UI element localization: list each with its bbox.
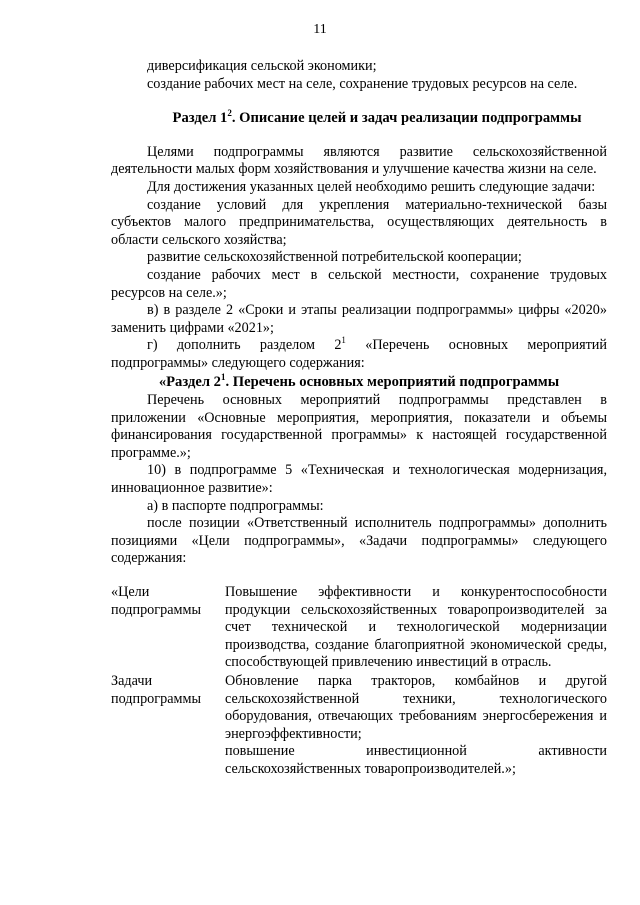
paragraph: а) в паспорте подпрограммы: [147, 497, 324, 514]
paragraph: после позиции «Ответственный исполнитель подпрограммы» дополнить позициями «Цели подпрограммы», «Задачи подпрограммы» следующего содержания: [111, 515, 607, 567]
document-body [111, 58, 607, 779]
heading-superscript: 1 [220, 371, 226, 382]
paragraph: создание рабочих мест на селе, сохранение трудовых ресурсов на селе. [147, 75, 578, 92]
page-number: 11 [313, 22, 327, 37]
tasks-text [225, 673, 607, 779]
paragraph: Перечень основных мероприятий подпрограммы представлен в приложении «Основные мероприятия, мероприятия, показатели и объемы финансирования государственной программы» к настоящей государственной программе.»; [111, 392, 607, 461]
paragraph: Для достижения указанных целей необходимо решить следующие задачи: [147, 178, 596, 195]
section-heading-2 [111, 371, 607, 392]
tasks-paragraph: повышение инвестиционной активности сельскохозяйственных товаропроизводителей.»; [225, 743, 607, 777]
paragraph: 10) в подпрограмме 5 «Техническая и технологическая модернизация, инновационное развитие»: [111, 462, 607, 497]
paragraph: Целями подпрограммы являются развитие сельскохозяйственной деятельности малых форм хозяйствования и улучшение качества жизни на селе. [111, 143, 607, 178]
section-heading-1 [111, 110, 607, 128]
paragraph: создание рабочих мест в сельской местности, сохранение трудовых ресурсов на селе.»; [111, 266, 607, 301]
paragraph: развитие сельскохозяйственной потребительской кооперации; [147, 249, 522, 266]
heading-suffix: . Перечень основных мероприятий подпрограммы [225, 373, 560, 390]
item-g-superscript: 1 [341, 335, 346, 346]
goals-label: «Цели подпрограммы [111, 584, 201, 618]
paragraph: создание условий для укрепления материально-технической базы субъектов малого предпринимательства, осуществляющих деятельность в области сельского хозяйства; [111, 196, 607, 248]
paragraph [111, 337, 607, 372]
paragraph: диверсификация сельской экономики; [147, 58, 377, 74]
heading-prefix: «Раздел 2 [158, 373, 221, 390]
tasks-label: Задачи подпрограммы [111, 673, 201, 707]
goals-text [225, 584, 607, 672]
heading-prefix: Раздел 1 [172, 110, 228, 127]
goals-paragraph: Повышение эффективности и конкурентоспособности продукции сельскохозяйственных товаропроизводителей за счет технической и технологической модернизации производства, создание благоприятной экономической среды, способствующей привлечению инвестиций в отрасль. [225, 584, 607, 671]
passport-table [111, 584, 607, 779]
paragraph: в) в разделе 2 «Сроки и этапы реализации подпрограммы» цифры «2020» заменить цифрами «2021»; [111, 302, 607, 336]
heading-superscript: 2 [227, 108, 232, 119]
tasks-paragraph: Обновление парка тракторов, комбайнов и другой сельскохозяйственной техники, технологического оборудования, отвечающих требованиям энергосбережения и энергоэффективности; [225, 673, 607, 742]
item-g-before: г) дополнить разделом 2 [147, 337, 342, 354]
heading-suffix: . Описание целей и задач реализации подпрограммы [231, 110, 582, 127]
item-g-after: «Перечень основных мероприятий подпрограммы» следующего содержания: [111, 337, 607, 371]
